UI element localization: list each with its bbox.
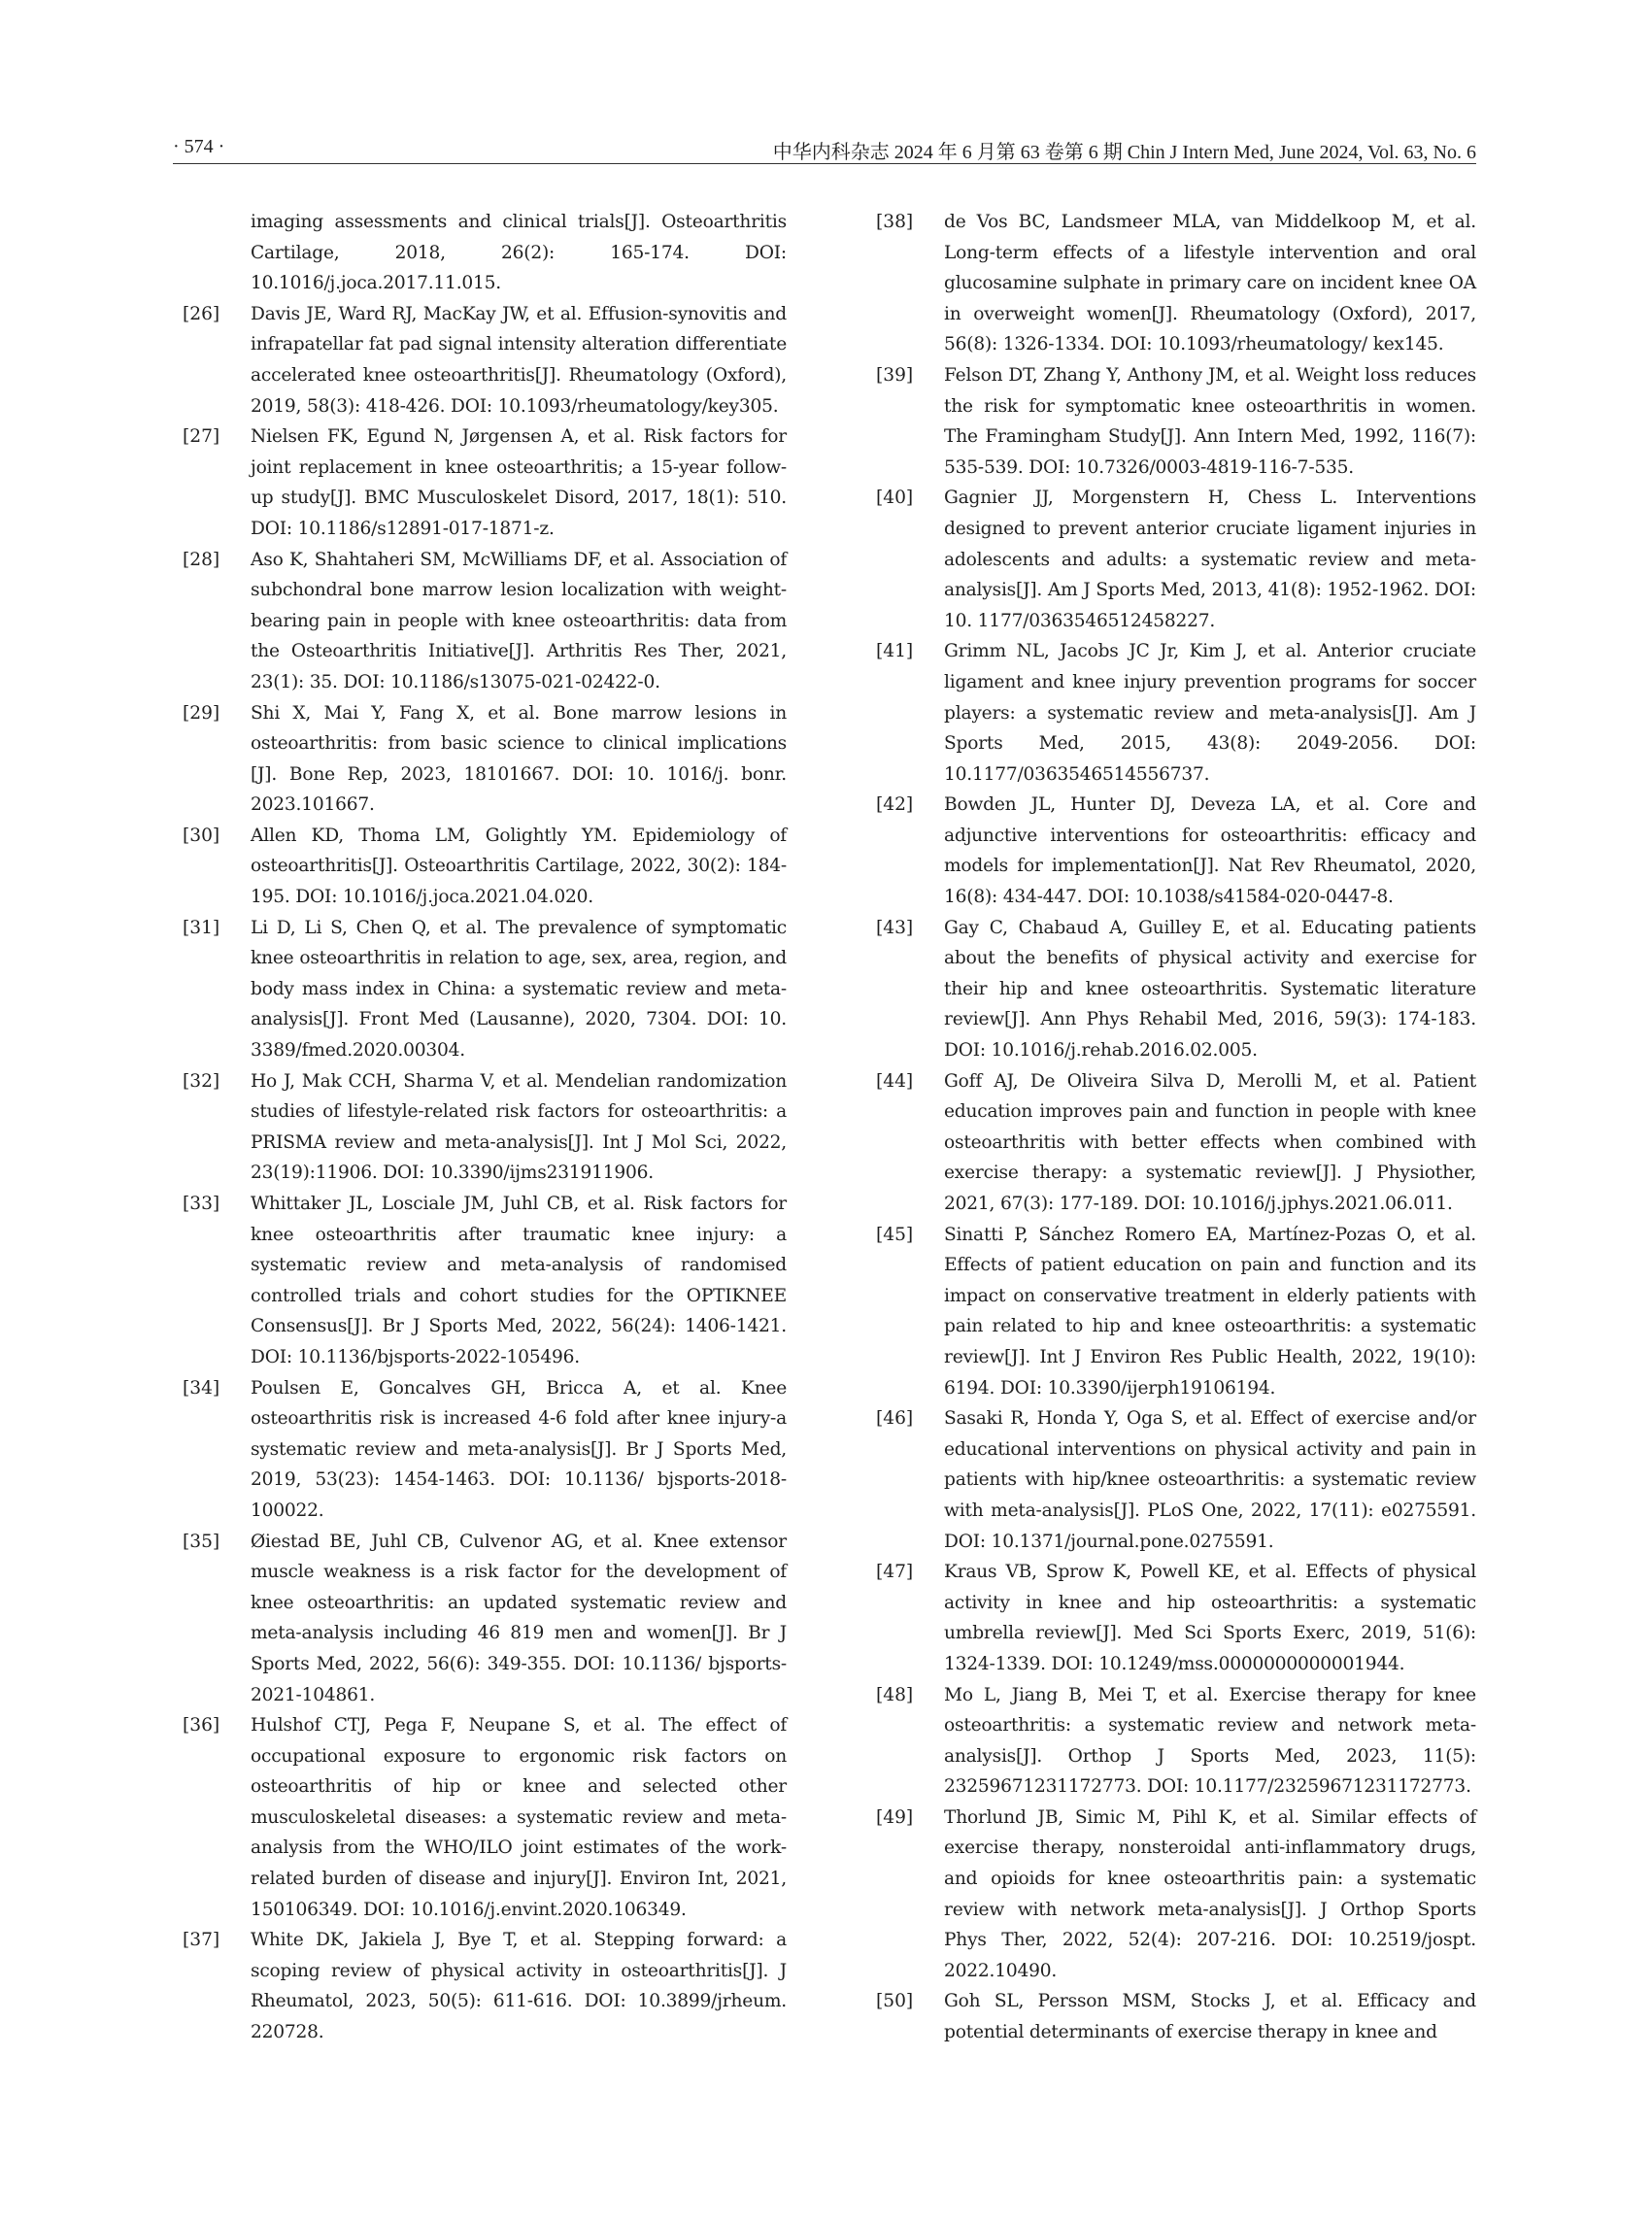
- reference-text: Gay C, Chabaud A, Guilley E, et al. Educating patients about the benefits of physical activity and exercise for their hip and knee osteoarthritis. Systematic literature review[J]. Ann Phys Rehabil Med, 2016, 59(3): 174-183. DOI: 10.1016/j.rehab.2016.02.005.: [944, 917, 1476, 1062]
- continued-reference: [173, 207, 787, 299]
- reference-text: Mo L, Jiang B, Mei T, et al. Exercise therapy for knee osteoarthritis: a systematic review and network meta-analysis[J]. Orthop J Sports Med, 2023, 11(5): 23259671231172773. DOI: 10.1177/23259671231172773.: [944, 1684, 1476, 1798]
- reference-text: Aso K, Shahtaheri SM, McWilliams DF, et al. Association of subchondral bone marrow lesion localization with weight-bearing pain in people with knee osteoarthritis: data from the Osteoarthritis Initiative[J]. Arthritis Res Ther, 2021, 23(1): 35. DOI: 10.1186/s13075-021-02422-0.: [251, 549, 787, 692]
- reference-number: [47]: [876, 1562, 914, 1583]
- reference-number: [38]: [876, 212, 914, 232]
- reference-text: Gagnier JJ, Morgenstern H, Chess L. Interventions designed to prevent anterior cruciate ligament injuries in adolescents and adults: a systematic review and meta-analysis[J]. Am J Sports Med, 2013, 41(8): 1952-1962. DOI: 10. 1177/0363546512458227.: [944, 488, 1476, 631]
- reference-item: [173, 698, 787, 821]
- reference-item: [866, 913, 1476, 1066]
- reference-list-right: [866, 207, 1476, 2048]
- journal-citation-line: 中华内科杂志 2024 年 6 月第 63 卷第 6 期 Chin J Intern Med, June 2024, Vol. 63, No. 6: [772, 142, 1476, 163]
- reference-text: Shi X, Mai Y, Fang X, et al. Bone marrow lesions in osteoarthritis: from basic science to clinical implications [J]. Bone Rep, 2023, 18101667. DOI: 10. 1016/j. bonr. 2023.101667.: [251, 702, 787, 816]
- reference-number: [30]: [183, 825, 220, 846]
- reference-item: [173, 1710, 787, 1925]
- reference-text: Goh SL, Persson MSM, Stocks J, et al. Efficacy and potential determinants of exercise therapy in knee and: [944, 1991, 1476, 2043]
- reference-item: [866, 207, 1476, 360]
- reference-number: [43]: [876, 917, 914, 938]
- reference-text: Sinatti P, Sánchez Romero EA, Martínez-Pozas O, et al. Effects of patient education on pain and function and its impact on conservative treatment in elderly patients with pain related to hip and knee osteoarthritis: a systematic review[J]. Int J Environ Res Public Health, 2022, 19(10): 6194. DOI: 10.3390/ijerph19106194.: [944, 1224, 1476, 1399]
- reference-number: [28]: [183, 549, 220, 570]
- reference-number: [35]: [183, 1531, 220, 1552]
- reference-text: de Vos BC, Landsmeer MLA, van Middelkoop M, et al. Long-term effects of a lifestyle intervention and oral glucosamine sulphate in primary care on incident knee OA in overweight women[J]. Rheumatology (Oxford), 2017, 56(8): 1326-1334. DOI: 10.1093/rheumatology/ kex145.: [944, 212, 1476, 355]
- reference-text: Allen KD, Thoma LM, Golightly YM. Epidemiology of osteoarthritis[J]. Osteoarthritis Cartilage, 2022, 30(2): 184-195. DOI: 10.1016/j.joca.2021.04.020.: [251, 825, 787, 908]
- reference-number: [26]: [183, 303, 220, 324]
- reference-item: [173, 821, 787, 913]
- reference-item: [173, 1373, 787, 1527]
- reference-item: [173, 913, 787, 1066]
- reference-text: Thorlund JB, Simic M, Pihl K, et al. Similar effects of exercise therapy, nonsteroidal anti-inflammatory drugs, and opioids for knee osteoarthritis pain: a systematic review with network meta-analysis[J]. J Orthop Sports Phys Ther, 2022, 52(4): 207-216. DOI: 10.2519/jospt. 2022.10490.: [944, 1806, 1476, 1981]
- reference-number: [39]: [876, 364, 914, 386]
- reference-number: [37]: [183, 1930, 220, 1951]
- reference-text: Goff AJ, De Oliveira Silva D, Merolli M, et al. Patient education improves pain and function in people with knee osteoarthritis with better effects when combined with exercise therapy: a systematic review[J]. J Physiother, 2021, 67(3): 177-189. DOI: 10.1016/j.jphys.2021.06.011.: [944, 1070, 1476, 1214]
- reference-text: Kraus VB, Sprow K, Powell KE, et al. Effects of physical activity in knee and hip osteoarthritis: a systematic umbrella review[J]. Med Sci Sports Exerc, 2019, 51(6): 1324-1339. DOI: 10.1249/mss.0000000000001944.: [944, 1562, 1476, 1674]
- reference-text: Øiestad BE, Juhl CB, Culvenor AG, et al. Knee extensor muscle weakness is a risk factor for the development of knee osteoarthritis: an updated systematic review and meta-analysis including 46 819 men and women[J]. Br J Sports Med, 2022, 56(6): 349-355. DOI: 10.1136/ bjsports-2021-104861.: [251, 1531, 787, 1705]
- reference-item: [866, 790, 1476, 912]
- reference-item: [866, 1066, 1476, 1220]
- reference-text: Poulsen E, Goncalves GH, Bricca A, et al. Knee osteoarthritis risk is increased 4-6 fold after knee injury-a systematic review and meta-analysis[J]. Br J Sports Med, 2019, 53(23): 1454-1463. DOI: 10.1136/ bjsports-2018-100022.: [251, 1377, 787, 1521]
- reference-number: [49]: [876, 1806, 914, 1828]
- reference-text: Felson DT, Zhang Y, Anthony JM, et al. Weight loss reduces the risk for symptomatic knee osteoarthritis in women. The Framingham Study[J]. Ann Intern Med, 1992, 116(7): 535-539. DOI: 10.7326/0003-4819-116-7-535.: [944, 364, 1476, 478]
- left-reference-column: [173, 207, 787, 2048]
- reference-number: [40]: [876, 488, 914, 509]
- reference-number: [36]: [183, 1715, 220, 1736]
- reference-text: Ho J, Mak CCH, Sharma V, et al. Mendelian randomization studies of lifestyle-related risk factors for osteoarthritis: a PRISMA review and meta-analysis[J]. Int J Mol Sci, 2022, 23(19):11906. DOI: 10.3390/ijms231911906.: [251, 1070, 787, 1184]
- reference-number: [44]: [876, 1070, 914, 1092]
- reference-item: [173, 421, 787, 544]
- reference-text: Davis JE, Ward RJ, MacKay JW, et al. Effusion-synovitis and infrapatellar fat pad signal intensity alteration differentiate accelerated knee osteoarthritis[J]. Rheumatology (Oxford), 2019, 58(3): 418-426. DOI: 10.1093/rheumatology/key305.: [251, 303, 787, 417]
- reference-item: [866, 636, 1476, 790]
- reference-item: [173, 1925, 787, 2047]
- reference-item: [866, 360, 1476, 483]
- reference-number: [27]: [183, 426, 220, 448]
- reference-number: [41]: [876, 641, 914, 662]
- reference-number: [42]: [876, 794, 914, 816]
- reference-item: [173, 1527, 787, 1711]
- reference-item: [866, 1220, 1476, 1404]
- reference-text: Grimm NL, Jacobs JC Jr, Kim J, et al. Anterior cruciate ligament and knee injury prevention programs for soccer players: a systematic review and meta-analysis[J]. Am J Sports Med, 2015, 43(8): 2049-2056. DOI: 10.1177/0363546514556737.: [944, 641, 1476, 785]
- reference-number: [45]: [876, 1224, 914, 1245]
- reference-number: [48]: [876, 1684, 914, 1705]
- reference-number: [50]: [876, 1991, 914, 2012]
- reference-number: [29]: [183, 702, 220, 724]
- reference-list-left: [173, 299, 787, 2048]
- reference-item: [866, 1680, 1476, 1803]
- reference-text: Bowden JL, Hunter DJ, Deveza LA, et al. Core and adjunctive interventions for osteoarthritis: efficacy and models for implementation[J]. Nat Rev Rheumatol, 2020, 16(8): 434-447. DOI: 10.1038/s41584-020-0447-8.: [944, 794, 1476, 908]
- reference-number: [34]: [183, 1377, 220, 1399]
- running-header: [173, 134, 1476, 164]
- reference-item: [866, 1803, 1476, 1987]
- reference-item: [173, 1066, 787, 1189]
- reference-item: [173, 299, 787, 421]
- reference-number: [33]: [183, 1194, 220, 1214]
- reference-number: [32]: [183, 1070, 220, 1092]
- right-reference-column: [866, 207, 1476, 2048]
- reference-text: White DK, Jakiela J, Bye T, et al. Stepping forward: a scoping review of physical activity in osteoarthritis[J]. J Rheumatol, 2023, 50(5): 611-616. DOI: 10.3899/jrheum. 220728.: [251, 1930, 787, 2043]
- reference-text: Li D, Li S, Chen Q, et al. The prevalence of symptomatic knee osteoarthritis in relation to age, sex, area, region, and body mass index in China: a systematic review and meta-analysis[J]. Front Med (Lausanne), 2020, 7304. DOI: 10. 3389/fmed.2020.00304.: [251, 917, 787, 1062]
- reference-item: [173, 545, 787, 698]
- reference-text: Hulshof CTJ, Pega F, Neupane S, et al. The effect of occupational exposure to ergonomic risk factors on osteoarthritis of hip or knee and selected other musculoskeletal diseases: a systematic review and meta-analysis from the WHO/ILO joint estimates of the work-related burden of disease and injury[J]. Environ Int, 2021, 150106349. DOI: 10.1016/j.envint.2020.106349.: [251, 1715, 787, 1920]
- reference-item: [866, 483, 1476, 636]
- reference-item: [866, 1986, 1476, 2047]
- reference-item: [866, 1403, 1476, 1557]
- reference-number: [31]: [183, 917, 220, 938]
- reference-number: [46]: [876, 1408, 914, 1430]
- page-number: · 574 ·: [173, 136, 225, 157]
- reference-text: Sasaki R, Honda Y, Oga S, et al. Effect of exercise and/or educational interventions on physical activity and pain in patients with hip/knee osteoarthritis: a systematic review with meta-analysis[J]. PLoS One, 2022, 17(11): e0275591. DOI: 10.1371/journal.pone.0275591.: [944, 1408, 1476, 1552]
- reference-text: Nielsen FK, Egund N, Jørgensen A, et al. Risk factors for joint replacement in knee osteoarthritis; a 15-year follow-up study[J]. BMC Musculoskelet Disord, 2017, 18(1): 510. DOI: 10.1186/s12891-017-1871-z.: [251, 426, 787, 539]
- reference-item: [866, 1557, 1476, 1679]
- reference-text: imaging assessments and clinical trials[J]. Osteoarthritis Cartilage, 2018, 26(2): 165-174. DOI: 10.1016/j.joca.2017.11.015.: [251, 212, 787, 294]
- reference-item: [173, 1189, 787, 1373]
- reference-text: Whittaker JL, Losciale JM, Juhl CB, et al. Risk factors for knee osteoarthritis after traumatic knee injury: a systematic review and meta-analysis of randomised controlled trials and cohort studies for the OPTIKNEE Consensus[J]. Br J Sports Med, 2022, 56(24): 1406-1421. DOI: 10.1136/bjsports-2022-105496.: [251, 1194, 787, 1367]
